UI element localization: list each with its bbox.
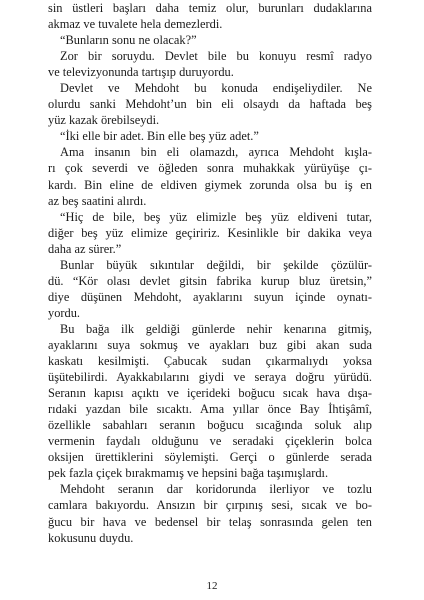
text-line: kaskatı kesilmişti. Çabucak sudan çıkarmalıydı yoksa <box>48 354 372 369</box>
text-line: kokusunu duydu. <box>48 530 134 545</box>
page-number: 12 <box>206 580 218 592</box>
text-line: yüz kazak örebilseydi. <box>48 113 160 128</box>
text-line: rı çok severdi ve öğleden sonra muhakkak yürüyüşe çı- <box>48 161 372 176</box>
text-line: kardı. Bin eline de eldiven giymek zorunda olsa bu iş en <box>48 177 372 192</box>
text-line: pek fazla çiçek bırakmamış ve hepsini bağa taşımışlardı. <box>48 466 329 481</box>
text-line: dü. “Kör olası devlet gitsin fabrika kurup bluz üretsin,” <box>48 273 372 288</box>
body-text <box>48 0 372 546</box>
text-line: Bunlar büyük sıkıntılar değildi, bir şekilde çözülür- <box>60 257 372 272</box>
text-line: Seranın kapısı açıktı ve içerideki boğucu sıcak hava dışa- <box>48 386 372 401</box>
text-line: az beş saatini alırdı. <box>48 193 147 208</box>
text-line: sin üstleri başları daha temiz olur, burunları dudaklarına <box>48 1 372 15</box>
text-line: akmaz ve tuvalete hela demezlerdi. <box>48 17 223 32</box>
text-line: Zor bir soruydu. Devlet bile bu konuyu resmî radyo <box>60 49 372 64</box>
text-line: özellikle sabahları seranın boğucu sıcağında soluk alıp <box>48 418 372 433</box>
text-line: ayaklarını suya sokmuş ve ayakları buz gibi akan suda <box>48 337 372 352</box>
text-line: daha az sürer.” <box>48 241 122 256</box>
text-line: diğer beş yüz elimize geçiririz. Kesinlikle bir dakika veya <box>48 225 372 240</box>
text-line: oksijen ürettiklerini söylemişti. Gerçi o günlerde serada <box>48 450 372 465</box>
text-line: olurdu sanki Mehdoht’un bin eli olsaydı da haftada beş <box>48 97 372 112</box>
text-line: rıdaki yazdan bile sıcaktı. Ama yıllar önce Bay İhtişâmî, <box>48 402 372 417</box>
text-line: “Bunların sonu ne olacak?” <box>60 33 197 48</box>
text-line: “İki elle bir adet. Bin elle beş yüz adet.” <box>60 129 259 144</box>
text-line: ve televizyonunda tartışıp duruyordu. <box>48 65 234 80</box>
text-line: Ama insanın bin eli olamazdı, ayrıca Mehdoht kışla- <box>60 145 372 160</box>
text-line: vermenin faydalı olduğunu ve seradaki çiçeklerin bolca <box>48 434 372 449</box>
text-line: Mehdoht seranın dar koridorunda ilerliyor ve tozlu <box>60 482 372 497</box>
text-line: Bu bağa ilk geldiği günlerde nehir kenarına gitmiş, <box>60 321 372 336</box>
text-line: camlara bakıyordu. Ansızın bir çırpınış sesi, sıcak ve bo- <box>48 498 372 513</box>
text-line: üşütebilirdi. Ayakkabılarını giydi ve seraya doğru yürüdü. <box>48 370 372 385</box>
text-line: diye düşünen Mehdoht, ayaklarını suyun içinde oynatı- <box>48 289 372 304</box>
text-line: “Hiç de bile, beş yüz elimizle beş yüz eldiveni tutar, <box>60 209 372 224</box>
text-line: ğucu bir hava ve bedensel bir telaş sonrasında gelen ten <box>48 514 372 529</box>
text-line: Devlet ve Mehdoht bu konuda endişeliydiler. Ne <box>60 81 372 96</box>
text-line: yordu. <box>48 305 81 320</box>
